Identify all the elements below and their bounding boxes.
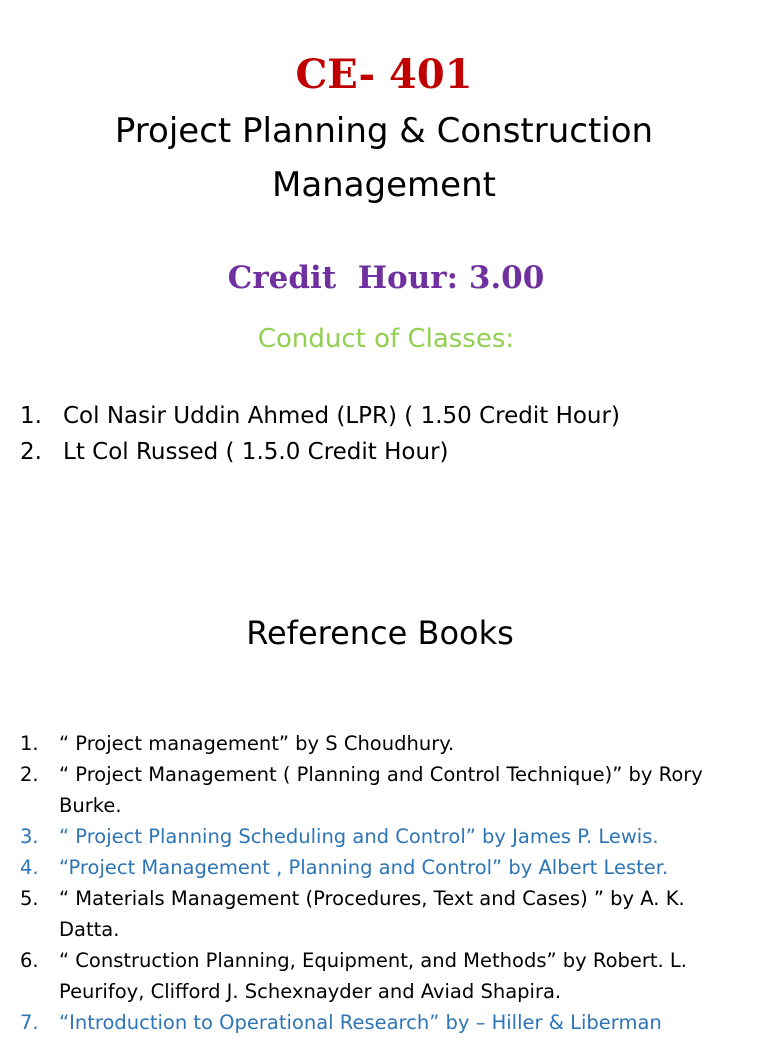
- instructor-text: Lt Col Russed ( 1.5.0 Credit Hour): [63, 439, 449, 465]
- book-item: [20, 759, 750, 821]
- list-number: 3.: [20, 825, 39, 848]
- reference-book-list: [20, 728, 750, 1038]
- instructor-item: [20, 398, 620, 434]
- book-item: [20, 1007, 750, 1038]
- course-title-line2: Management: [272, 165, 496, 205]
- book-item: [20, 852, 750, 883]
- instructor-list: [20, 398, 620, 470]
- reference-books-heading: Reference Books: [246, 614, 514, 652]
- book-text: “ Construction Planning, Equipment, and Methods” by Robert. L. Peurifoy, Clifford J. Schexnayder and Aviad Shapira.: [59, 949, 687, 1003]
- credit-hour: Credit Hour: 3.00: [227, 260, 545, 296]
- course-code: CE- 401: [295, 51, 473, 98]
- course-title-line1: Project Planning & Construction: [114, 111, 654, 151]
- list-number: 6.: [20, 949, 39, 972]
- book-text: “Introduction to Operational Research” by – Hiller & Liberman: [59, 1011, 662, 1034]
- list-number: 1.: [20, 403, 42, 429]
- list-number: 7.: [20, 1011, 39, 1034]
- book-text: “ Project Planning Scheduling and Control” by James P. Lewis.: [59, 825, 659, 848]
- list-number: 5.: [20, 887, 39, 910]
- list-number: 2.: [20, 763, 39, 786]
- book-item: [20, 945, 750, 1007]
- book-item: [20, 728, 750, 759]
- list-number: 4.: [20, 856, 39, 879]
- book-item: [20, 883, 750, 945]
- list-number: 2.: [20, 439, 42, 465]
- conduct-heading: Conduct of Classes:: [257, 324, 515, 354]
- book-item: [20, 821, 750, 852]
- book-text: “ Materials Management (Procedures, Text and Cases) ” by A. K. Datta.: [59, 887, 685, 941]
- instructor-text: Col Nasir Uddin Ahmed (LPR) ( 1.50 Credit Hour): [63, 403, 620, 429]
- instructor-item: [20, 434, 620, 470]
- list-number: 1.: [20, 732, 39, 755]
- book-text: “Project Management , Planning and Control” by Albert Lester.: [59, 856, 669, 879]
- book-text: “ Project management” by S Choudhury.: [59, 732, 455, 755]
- course-title: [0, 104, 768, 212]
- book-text: “ Project Management ( Planning and Control Technique)” by Rory Burke.: [59, 763, 703, 817]
